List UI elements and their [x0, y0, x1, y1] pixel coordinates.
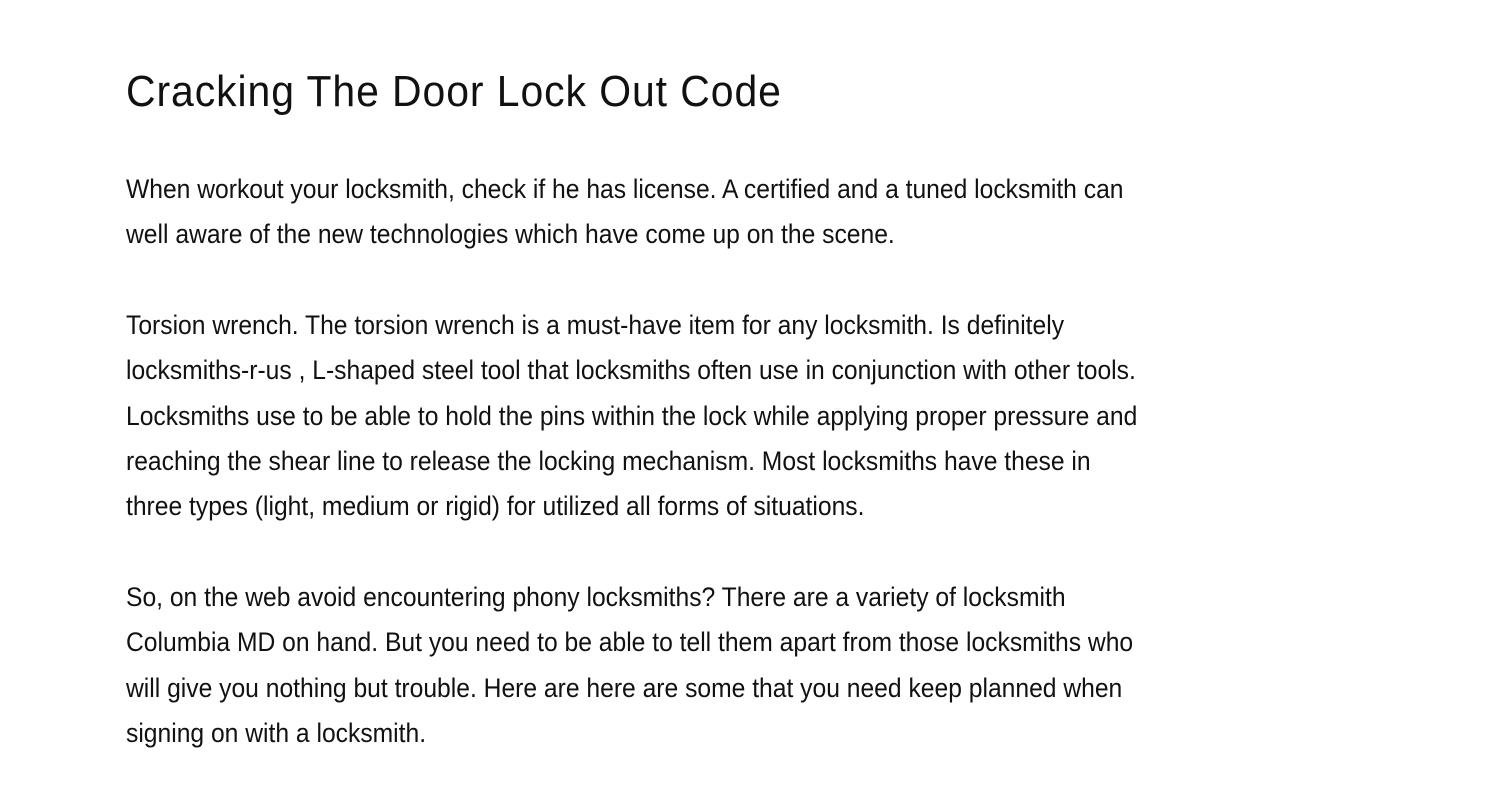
- paragraph-line: So, on the web avoid encountering phony locksmiths? There are a variety of locksmith: [126, 582, 1066, 612]
- paragraph-line: signing on with a locksmith.: [126, 717, 427, 748]
- paragraph-line: locksmiths-r-us , L-shaped steel tool that locksmiths often use in conjunction with other tools.: [126, 355, 1136, 386]
- paragraph-line: three types (light, medium or rigid) for utilized all forms of situations.: [126, 491, 865, 522]
- paragraph-1: [126, 167, 1377, 258]
- document-page: [126, 62, 1376, 748]
- paragraph-line: Locksmiths use to be able to hold the pins within the lock while applying proper pressure and: [126, 400, 1138, 431]
- document-title: Cracking The Door Lock Out Code: [126, 67, 782, 116]
- paragraph-line: Torsion wrench. The torsion wrench is a must-have item for any locksmith. Is definitely: [126, 310, 1065, 340]
- paragraph-2: [126, 303, 1377, 529]
- paragraph-line: well aware of the new technologies which have come up on the scene.: [126, 219, 895, 250]
- paragraph-line: Columbia MD on hand. But you need to be able to tell them apart from those locksmiths who: [126, 627, 1134, 658]
- paragraph-line: When workout your locksmith, check if he has license. A certified and a tuned locksmith can: [126, 174, 1124, 204]
- paragraph-line: will give you nothing but trouble. Here are here are some that you need keep planned when: [126, 672, 1123, 703]
- paragraph-3: [126, 575, 1377, 756]
- paragraph-line: reaching the shear line to release the locking mechanism. Most locksmiths have these in: [126, 445, 1091, 476]
